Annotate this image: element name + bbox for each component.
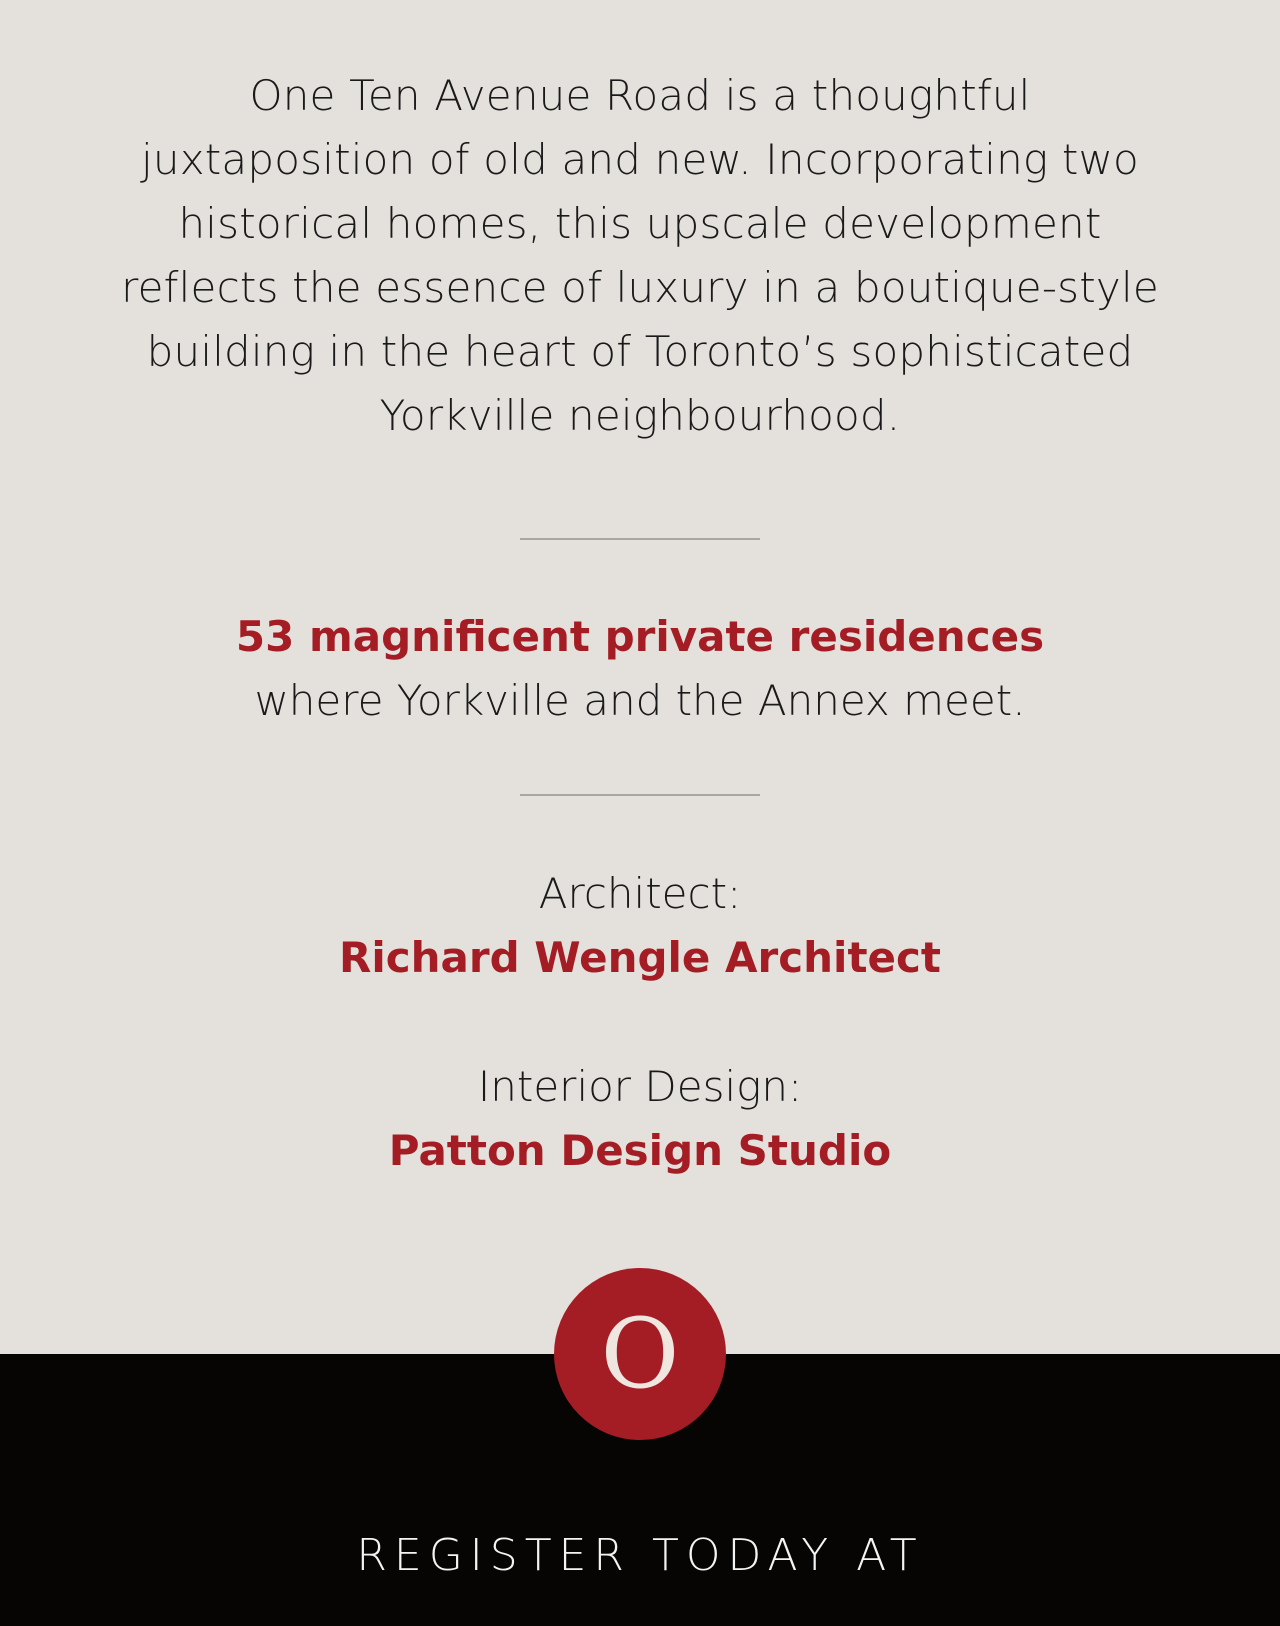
intro-line: building in the heart of Toronto’s sophisticated xyxy=(146,327,1134,376)
brand-logo xyxy=(554,1268,726,1440)
interior-design-name: Patton Design Studio xyxy=(388,1126,892,1175)
architect-credit xyxy=(0,862,1280,990)
divider xyxy=(520,794,760,796)
register-cta-text: REGISTER TODAY AT xyxy=(356,1530,924,1581)
architect-label: Architect: xyxy=(538,869,742,918)
brand-logo-letter: O xyxy=(600,1298,680,1410)
interior-design-label: Interior Design: xyxy=(477,1062,803,1111)
intro-line: juxtaposition of old and new. Incorporating two xyxy=(141,135,1139,184)
intro-line: Yorkville neighbourhood. xyxy=(379,391,901,440)
residences-count-text: 53 magnificent private residences xyxy=(235,612,1045,661)
intro-line: historical homes, this upscale development xyxy=(178,199,1102,248)
intro-line: One Ten Avenue Road is a thoughtful xyxy=(249,71,1031,120)
residences-highlight xyxy=(0,605,1280,733)
divider xyxy=(520,538,760,540)
residences-location-text: where Yorkville and the Annex meet. xyxy=(254,676,1026,725)
intro-line: reflects the essence of luxury in a boutique-style xyxy=(121,263,1159,312)
interior-design-credit xyxy=(0,1055,1280,1183)
architect-name: Richard Wengle Architect xyxy=(338,933,941,982)
intro-paragraph xyxy=(110,64,1170,448)
